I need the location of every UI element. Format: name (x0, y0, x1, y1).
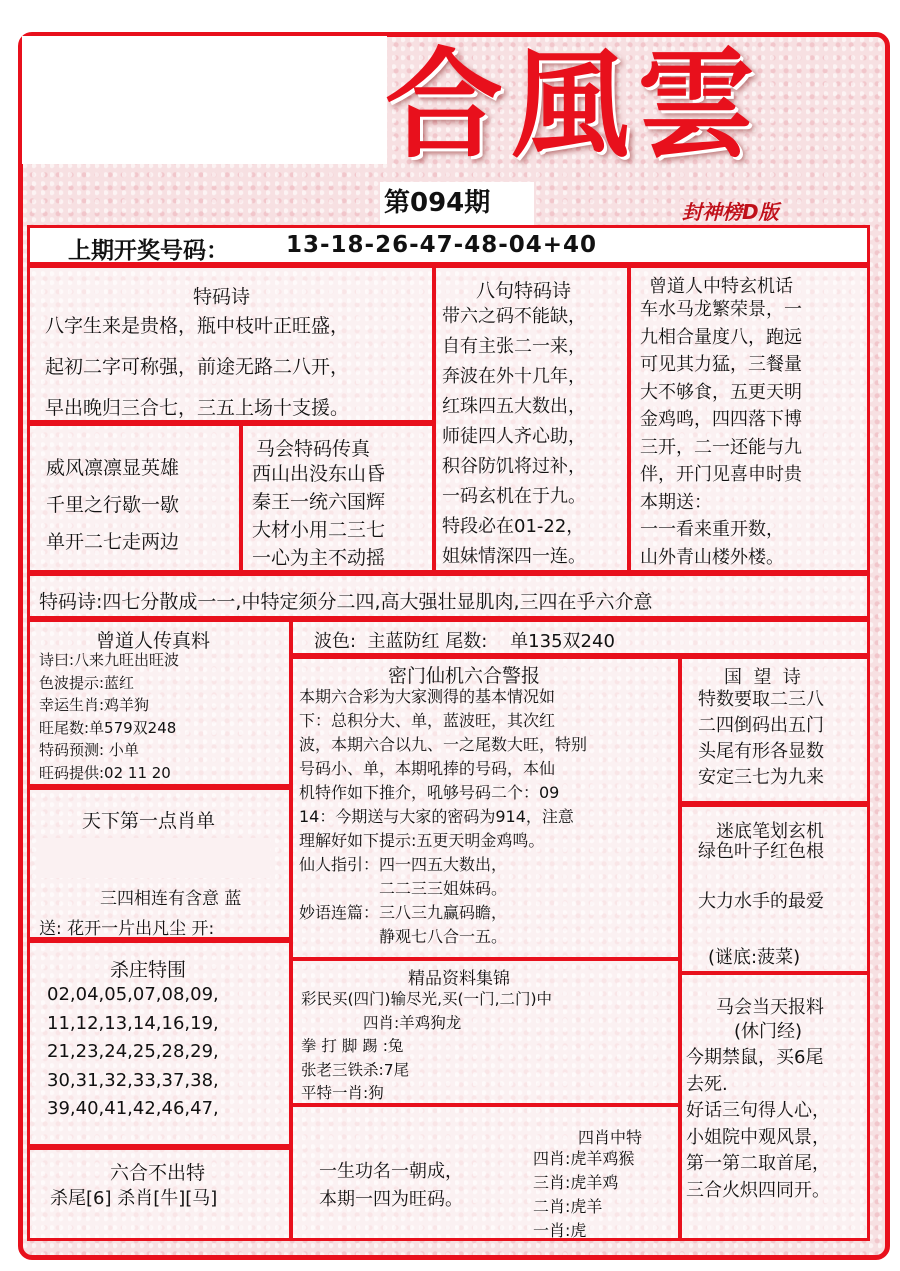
jingpin-lines (301, 988, 552, 1106)
jingpin-line: 平特一肖:狗 (301, 1084, 384, 1102)
short-poem-lines (46, 450, 179, 561)
secret-line: 妙语连篇：三八三九赢码瞻， (299, 903, 508, 922)
secret-line: 理解好如下提示:五更天明金鸡鸣。 (299, 831, 545, 850)
first-zodiac-title: 天下第一点肖单 (82, 810, 216, 832)
last-draw-label: 上期开奖号码： (68, 238, 229, 264)
four-zodiac-line: 二肖:虎羊 (533, 1197, 603, 1216)
short-poem-line: 威风凛凛显英雄 (46, 457, 180, 479)
taoist-title: 曾道人中特玄机话 (649, 276, 793, 297)
liuhe-line: 杀尾[6] 杀肖[牛][马] (50, 1188, 218, 1209)
mahui-fax-box (240, 423, 435, 573)
first-zodiac-line: 三四相连有含意 蓝 (100, 889, 242, 909)
eight-line: 师徒四人齐心助， (442, 426, 586, 447)
short-poem-line: 单开二七走两边 (46, 531, 180, 553)
secret-line: 号码小、单，本期吼捧的号码，本仙 (299, 759, 556, 778)
short-poem-box (27, 423, 242, 573)
liuhe-box (27, 1147, 292, 1241)
secret-line: 14：今期送与大家的密码为914，注意 (299, 807, 574, 826)
taoist-fax-line: 幸运生肖:鸡羊狗 (39, 696, 150, 714)
taoist-line: 本期送： (640, 491, 712, 513)
poem-title: 特码诗 (193, 286, 251, 308)
secret-title: 密门仙机六合警报 (388, 665, 541, 687)
mahui-report-box (679, 972, 870, 1241)
jingpin-line: 四肖:羊鸡狗龙 (301, 1013, 462, 1032)
riddle-line: 大力水手的最爱 (698, 891, 824, 912)
taoist-fax-line: 旺码提供:02 11 20 (39, 763, 171, 782)
secret-lines (299, 685, 587, 949)
poem-line: 起初二字可称强，前途无路二八开， (45, 356, 350, 378)
riddle-line: 绿色叶子红色根 (698, 841, 824, 862)
edition-label: 封神榜D版 (682, 200, 779, 224)
taoist-line: 三开，二一还能与九 (640, 436, 802, 458)
kill-row: 30,31,32,33,37,38, (47, 1069, 219, 1091)
guowang-line: 二四倒码出五门 (698, 715, 824, 736)
guowang-line: 特数要取二三八 (698, 689, 824, 710)
eight-line: 红珠四五大数出， (442, 396, 586, 417)
mahui-fax-title: 马会特码传真 (256, 438, 371, 460)
kill-row: 39,40,41,42,46,47, (47, 1098, 219, 1119)
fame-line: 本期一四为旺码。 (319, 1189, 463, 1210)
mahui-fax-lines (252, 460, 385, 572)
poem-line: 八字生来是贵格，瓶中枝叶正旺盛， (45, 315, 350, 337)
secret-line: 波，本期六合以九、一之尾数大旺，特别 (299, 735, 588, 754)
wide-poem-bar (27, 573, 870, 619)
fame-line: 一生功名一朝成， (319, 1161, 463, 1182)
eight-line: 自有主张二一来， (442, 336, 586, 357)
kill-numbers (47, 981, 219, 1124)
wave-bar (290, 619, 870, 656)
mahui-fax-line: 一心为主不动摇 (252, 547, 386, 569)
taoist-fax-line: 特码预测: 小单 (39, 741, 139, 759)
taoist-line: 可见其力猛，三餐量 (640, 354, 802, 375)
taoist-fax-lines (39, 649, 179, 784)
mahui-report-line: 第一第二取首尾， (686, 1153, 830, 1174)
mahui-report-lines (686, 1045, 830, 1204)
jingpin-line: 张老三铁杀:7尾 (301, 1060, 410, 1079)
taoist-box (628, 265, 870, 573)
poem-lines (45, 306, 349, 429)
taoist-fax-line: 旺尾数:单579双248 (39, 718, 177, 737)
kill-row: 21,23,24,25,28,29, (47, 1041, 219, 1062)
mahui-fax-line: 西山出没东山昏 (252, 463, 386, 485)
mahui-report-subtitle: (休门经) (734, 1021, 803, 1042)
guowang-title: 国 望 诗 (724, 667, 801, 688)
poem-box (27, 265, 435, 423)
guowang-line: 头尾有形各显数 (698, 741, 824, 762)
short-poem-line: 千里之行歇一歇 (46, 494, 180, 516)
mahui-report-line: 小姐院中观风景， (686, 1126, 830, 1148)
secret-box (290, 656, 681, 960)
first-zodiac-blur (40, 838, 270, 878)
guowang-line: 安定三七为九来 (698, 767, 824, 788)
fame-box (290, 1104, 681, 1241)
mahui-fax-line: 秦王一统六国辉 (252, 491, 386, 513)
secret-line: 仙人指引：四一四五大数出， (299, 855, 508, 874)
secret-line: 机特作如下推介，吼够号码二个：09 (299, 783, 560, 802)
taoist-lines (640, 296, 802, 571)
mahui-report-line: 去死. (686, 1073, 728, 1095)
guowang-box (679, 656, 870, 804)
eight-line: 特段必在01-22， (442, 516, 585, 537)
taoist-line: 一一看来重开数， (640, 519, 784, 540)
secret-line: 静观七八合一五。 (299, 927, 508, 946)
taoist-fax-line: 诗曰:八来九旺出旺波 (39, 651, 180, 669)
taoist-line: 车水马龙繁荣景，一 (640, 299, 802, 320)
wave-text: 波色: 主蓝防红 尾数: 单135双240 (314, 631, 615, 652)
four-zodiac-title: 四肖中特 (578, 1128, 643, 1147)
wide-poem-text: 特码诗:四七分散成一一,中特定须分二四,高大强壮显肌肉,三四在乎六介意 (39, 591, 653, 613)
eight-line: 积谷防饥将过补， (442, 456, 586, 477)
taoist-line: 伴，开门见喜申时贵 (640, 464, 802, 485)
kill-box (27, 940, 292, 1147)
mahui-report-line: 今期禁鼠，买6尾 (686, 1047, 824, 1068)
issue-number: 第094期 (380, 182, 534, 227)
taoist-line: 金鸡鸣，四四落下博 (640, 409, 802, 430)
eight-lines-box (433, 265, 630, 573)
secret-line: 二二三三姐妹码。 (299, 879, 508, 898)
riddle-box (679, 804, 870, 974)
secret-line: 本期六合彩为大家测得的基本情况如 (299, 687, 556, 706)
eight-line: 奔波在外十几年， (442, 366, 586, 387)
masthead-title: 合風雲 (385, 35, 764, 174)
last-draw-numbers: 13-18-26-47-48-04+40 (286, 232, 598, 258)
four-zodiac-line: 一肖:虎 (533, 1221, 587, 1240)
first-zodiac-line: 送: 花开一片出凡尘 开: (39, 919, 215, 939)
taoist-line: 山外青山楼外楼。 (640, 546, 784, 568)
mahui-report-line: 三合火炽四同开。 (686, 1179, 830, 1201)
jingpin-line: 拳 打 脚 踢 :兔 (301, 1037, 404, 1055)
taoist-fax-box (27, 619, 292, 787)
taoist-fax-line: 色波提示:蓝红 (39, 673, 135, 692)
four-zodiac-lines (533, 1147, 634, 1243)
kill-title: 杀庄特围 (110, 959, 187, 981)
eight-line: 姐妹情深四一连。 (442, 546, 586, 567)
first-zodiac-box (27, 787, 292, 940)
taoist-line: 大不够食，五更天明 (640, 381, 802, 403)
four-zodiac-line: 三肖:虎羊鸡 (533, 1173, 619, 1192)
kill-row: 02,04,05,07,08,09, (47, 984, 219, 1005)
jingpin-box (290, 958, 681, 1106)
guowang-lines (698, 687, 824, 791)
mahui-report-line: 好话三句得人心， (686, 1100, 830, 1121)
last-draw-bar (27, 225, 870, 265)
eight-lines-title: 八句特码诗 (476, 280, 572, 302)
riddle-line: 迷底笔划玄机 (716, 821, 824, 842)
jingpin-title: 精品资料集锦 (408, 969, 510, 989)
mahui-fax-line: 大材小用二三七 (252, 519, 386, 541)
eight-line: 一码玄机在于九。 (442, 486, 586, 507)
secret-line: 下：总积分大、单，蓝波旺，其次红 (299, 711, 556, 730)
masthead-blank (22, 36, 387, 164)
eight-line: 带六之码不能缺， (442, 306, 586, 327)
poem-line: 早出晚归三合七，三五上场十支援。 (45, 397, 350, 419)
riddle-answer: (谜底:菠菜) (708, 947, 801, 968)
four-zodiac-line: 四肖:虎羊鸡猴 (533, 1149, 635, 1168)
mahui-report-title: 马会当天报料 (716, 997, 824, 1018)
eight-lines-text (442, 302, 586, 572)
jingpin-line: 彩民买(四门)输尽光,买(一门,二门)中 (301, 990, 553, 1008)
liuhe-title: 六合不出特 (110, 1162, 206, 1184)
taoist-fax-title: 曾道人传真料 (96, 630, 211, 652)
kill-row: 11,12,13,14,16,19, (47, 1012, 219, 1034)
taoist-line: 九相合量度八，跑远 (640, 326, 802, 348)
